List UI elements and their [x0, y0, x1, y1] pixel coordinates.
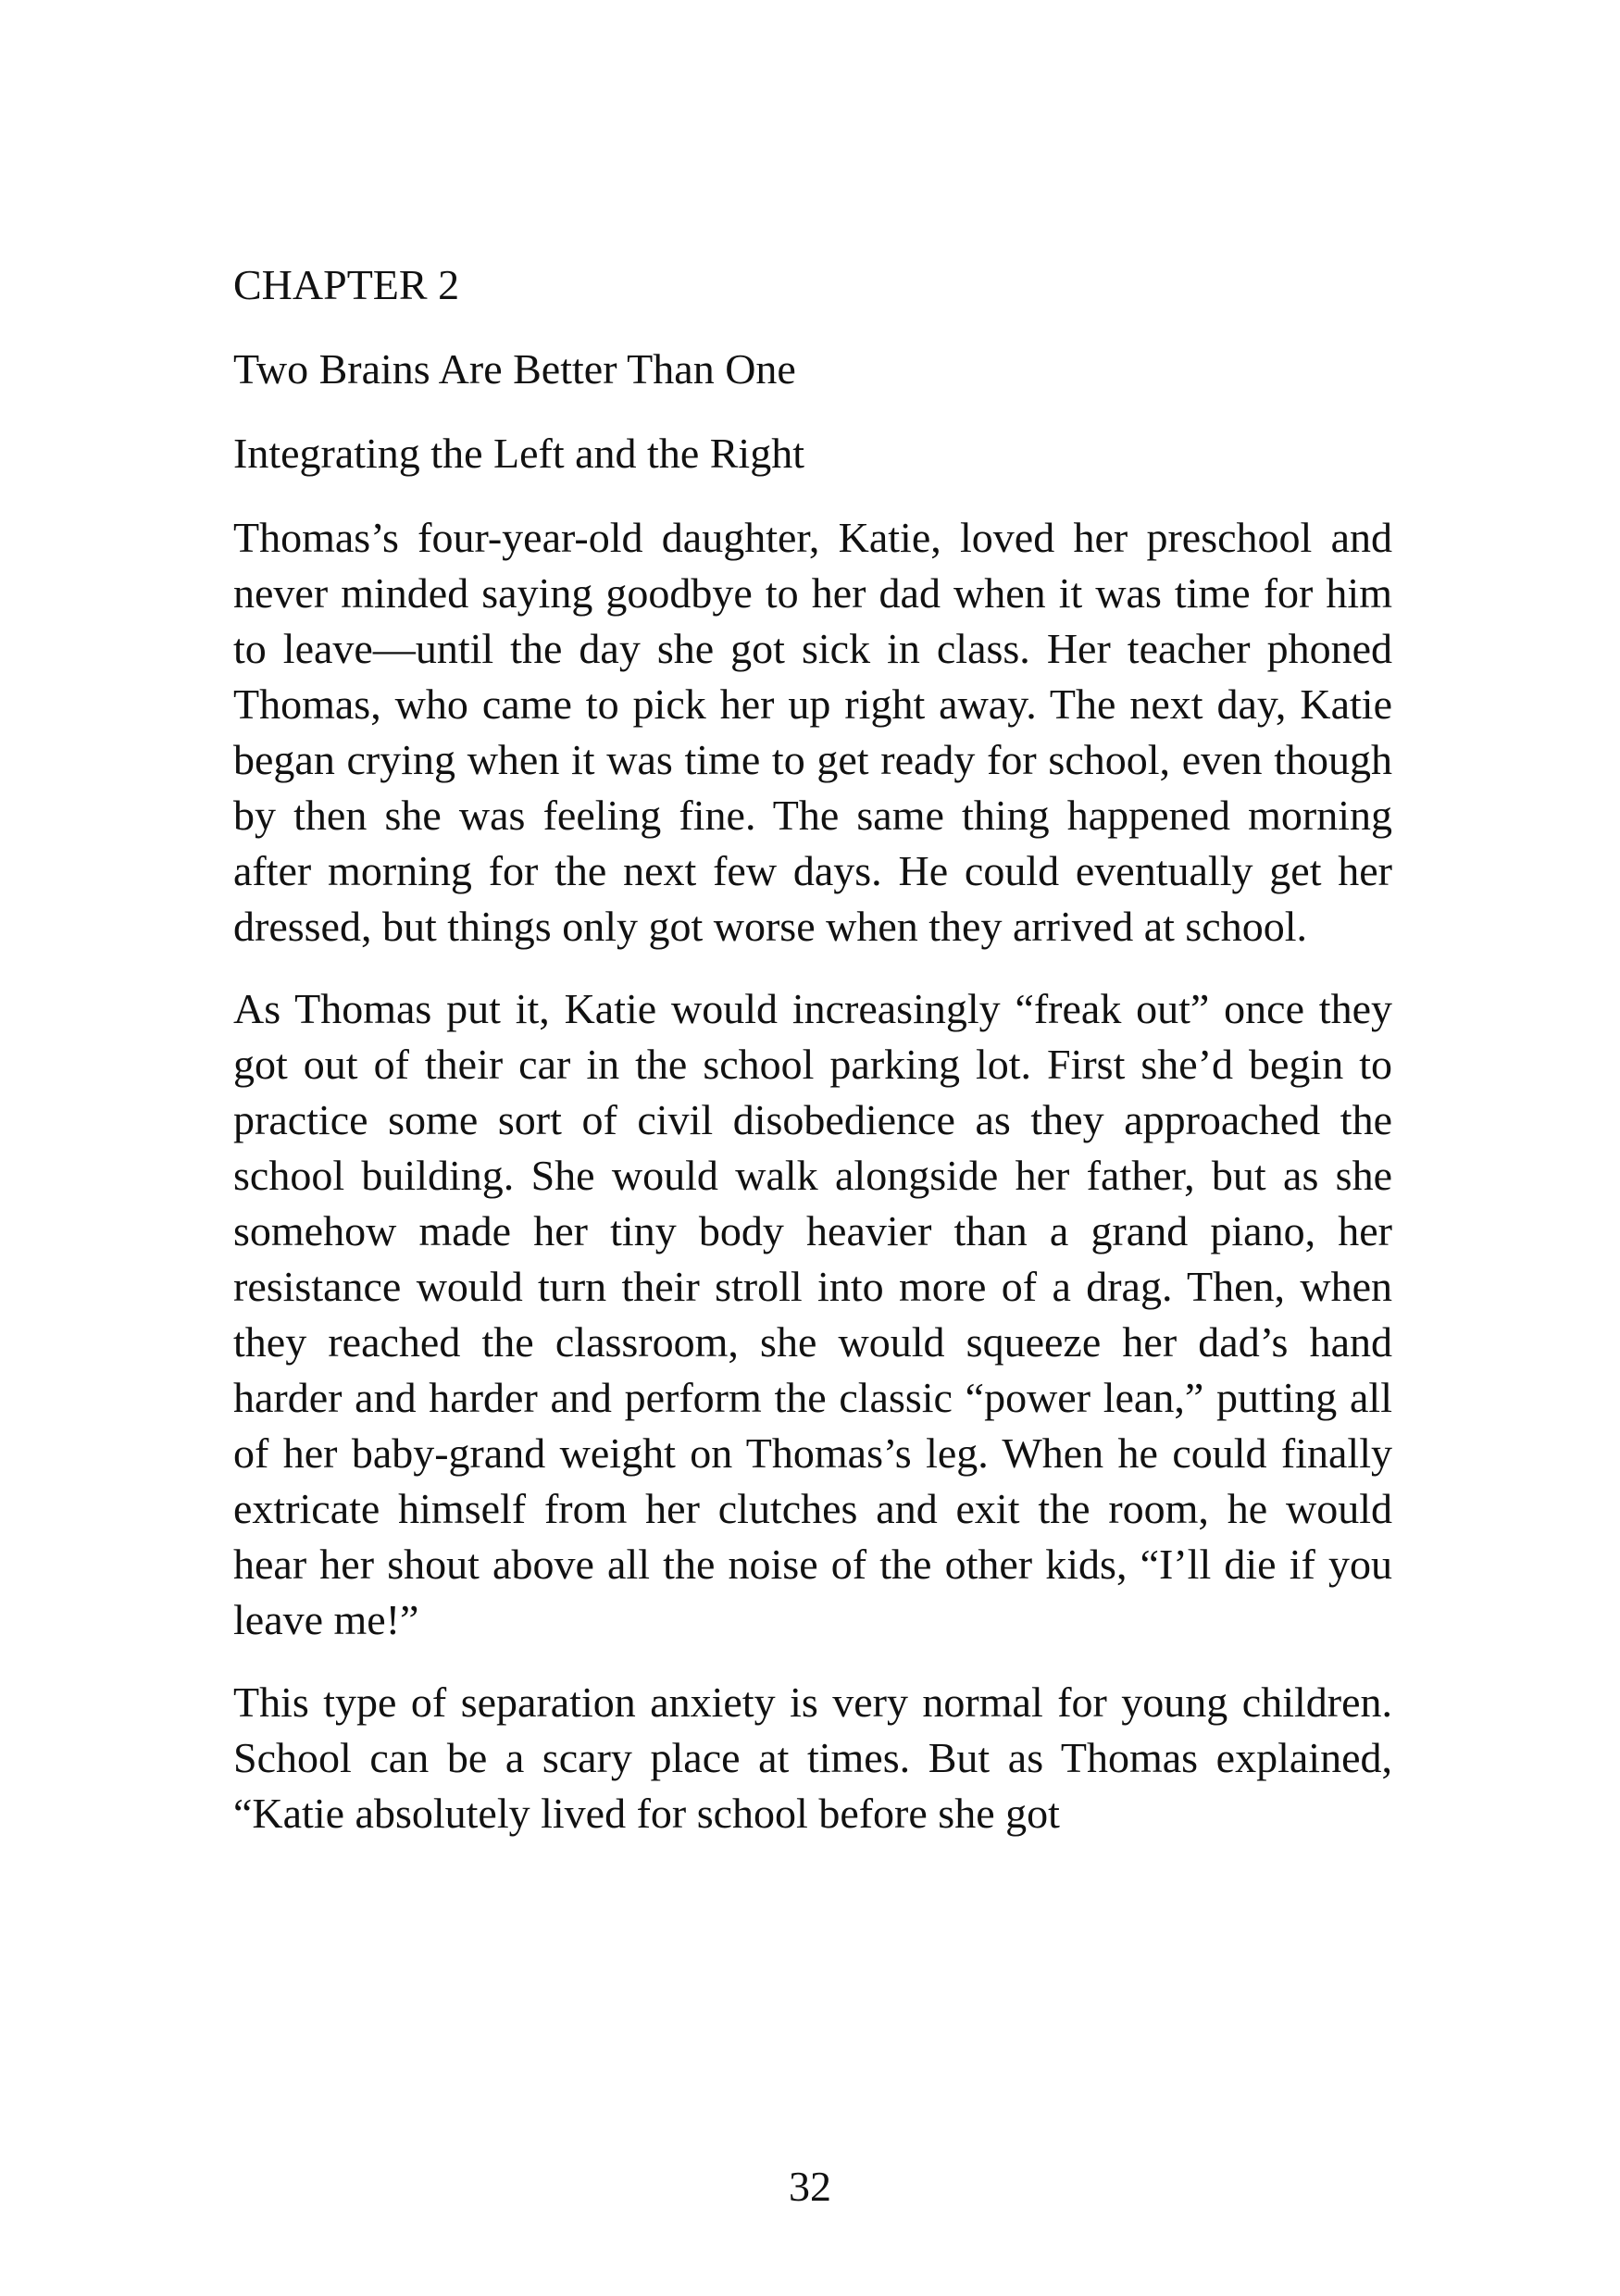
page-number: 32 [789, 2163, 831, 2210]
chapter-subtitle: Integrating the Left and the Right [233, 430, 804, 477]
chapter-label: CHAPTER 2 [233, 261, 460, 308]
paragraph-2: As Thomas put it, Katie would increasingly “freak out” once they got out of their car in the school parking lot. First she’d begin to practice some sort of civil disobedience as they approached the school building. She would walk alongside her father, but as she somehow made her tiny body heavier than a grand piano, her resistance would turn their stroll into more of a drag. Then, when they reached the classroom, she would squeeze her dad’s hand harder and harder and perform the classic “power lean,” putting all of her baby-grand weight on Thomas’s leg. When he could finally extricate himself from her clutches and exit the room, he would hear her shout above all the noise of the other kids, “I’ll die if you leave me!” [233, 985, 1392, 1643]
paragraph-1: Thomas’s four-year-old daughter, Katie, loved her preschool and never minded saying goodbye to her dad when it was time for him to leave—until the day she got sick in class. Her teacher phoned Thomas, who came to pick her up right away. The next day, Katie began crying when it was time to get ready for school, even though by then she was feeling fine. The same thing happened morning after morning for the next few days. He could eventually get her dressed, but things only got worse when they arrived at school. [233, 514, 1392, 950]
page-content [233, 257, 1392, 1868]
chapter-title: Two Brains Are Better Than One [233, 345, 796, 393]
paragraph-3: This type of separation anxiety is very normal for young children. School can be a scary place at times. But as Thomas explained, “Katie absolutely lived for school before she got [233, 1678, 1392, 1837]
